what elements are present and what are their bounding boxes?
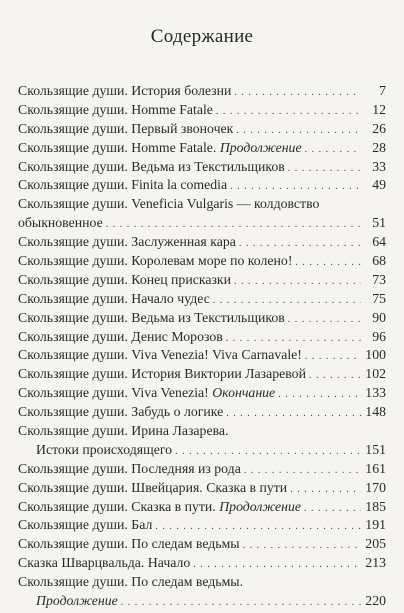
toc-entry-title bbox=[18, 82, 231, 101]
toc-entry bbox=[18, 460, 386, 479]
toc-entry bbox=[18, 101, 386, 120]
dot-leader bbox=[304, 500, 361, 519]
toc-entry-text: Скользящие души. Денис Морозов bbox=[18, 328, 223, 344]
toc-entry bbox=[18, 120, 386, 139]
toc-entry bbox=[18, 290, 386, 309]
toc-entry-line bbox=[18, 233, 386, 252]
toc-entry bbox=[18, 233, 386, 252]
toc-entry-title-line1: Скользящие души. Veneficia Vulgaris — колдовство bbox=[18, 196, 320, 212]
toc-entry-text: Скользящие души. Viva Venezia! Viva Carnavale! bbox=[18, 347, 302, 363]
toc-entry bbox=[18, 554, 386, 573]
toc-entry-line bbox=[18, 403, 386, 422]
toc-entry-line bbox=[18, 592, 386, 611]
toc-entry-title bbox=[18, 214, 103, 233]
toc-entry-line bbox=[18, 120, 386, 139]
toc-entry-line bbox=[18, 101, 386, 120]
toc-entry-text: Истоки происходящего bbox=[36, 441, 173, 457]
toc-entry-line bbox=[18, 460, 386, 479]
toc-entry-italic-text: Продолжение bbox=[219, 498, 301, 514]
toc-entry-title bbox=[18, 233, 236, 252]
page-number: 185 bbox=[365, 498, 386, 514]
toc-entry bbox=[18, 403, 386, 422]
dot-leader bbox=[121, 594, 361, 613]
page-number: 220 bbox=[365, 593, 386, 609]
toc-entry-text: Скользящие души. Ведьма из Текстильщиков bbox=[18, 158, 285, 174]
toc-entry bbox=[18, 195, 386, 233]
toc-entry-title bbox=[18, 290, 210, 309]
toc-entry-line bbox=[18, 346, 386, 365]
page-number: 90 bbox=[372, 309, 386, 325]
toc-entry bbox=[18, 176, 386, 195]
toc-entry-text: Скользящие души. Homme Fatale bbox=[18, 101, 213, 117]
toc-entry-title bbox=[18, 309, 285, 328]
toc-entry-title-line1: Скользящие души. По следам ведьмы. bbox=[18, 574, 244, 590]
toc-entry-text: Скользящие души. По следам ведьмы bbox=[18, 536, 240, 552]
toc-entry-text: Скользящие души. Бал bbox=[18, 517, 153, 533]
toc-entry-title bbox=[18, 365, 306, 384]
toc-entry-line bbox=[18, 554, 386, 573]
page-number: 73 bbox=[372, 271, 386, 287]
page-number: 133 bbox=[365, 385, 386, 401]
toc-entry-title bbox=[18, 346, 302, 365]
toc-entry-text: Скользящие души. Швейцария. Сказка в пути bbox=[18, 479, 288, 495]
toc-entry bbox=[18, 139, 386, 158]
toc-entry bbox=[18, 252, 386, 271]
dot-leader bbox=[305, 141, 361, 160]
page-number: 75 bbox=[372, 290, 386, 306]
toc-entry-title bbox=[18, 498, 301, 517]
toc-entry-title bbox=[18, 176, 227, 195]
toc-entry-title bbox=[18, 554, 190, 573]
page-number: 205 bbox=[365, 536, 386, 552]
toc-entry-title bbox=[18, 516, 152, 535]
toc-entry-text: Скользящие души. Конец присказки bbox=[18, 271, 231, 287]
toc-entry bbox=[18, 479, 386, 498]
page-number: 12 bbox=[372, 101, 386, 117]
toc-entry-title bbox=[18, 158, 285, 177]
page-number: 7 bbox=[379, 83, 386, 98]
table-of-contents bbox=[18, 82, 386, 611]
toc-entry-line bbox=[18, 82, 386, 101]
dot-leader bbox=[278, 386, 361, 405]
dot-leader bbox=[226, 405, 361, 424]
page-number: 33 bbox=[372, 158, 386, 174]
toc-entry-text: Скользящие души. Viva Venezia! bbox=[18, 385, 213, 401]
page-number: 68 bbox=[372, 253, 386, 269]
page-number: 49 bbox=[372, 177, 386, 193]
toc-entry-line bbox=[18, 498, 386, 517]
dot-leader bbox=[243, 537, 361, 556]
toc-entry-line bbox=[18, 309, 386, 328]
toc-entry-text: Скользящие души. Последняя из рода bbox=[18, 460, 241, 476]
toc-entry-text: Скользящие души. История Виктории Лазаревой bbox=[18, 366, 306, 382]
page-number: 26 bbox=[372, 120, 386, 136]
dot-leader bbox=[288, 160, 361, 179]
toc-entry-title bbox=[18, 460, 241, 479]
page-number: 191 bbox=[365, 517, 386, 533]
dot-leader bbox=[216, 103, 361, 122]
page-number: 151 bbox=[365, 441, 386, 457]
toc-entry-text: Скользящие души. Заслуженная кара bbox=[18, 234, 236, 250]
toc-entry-line bbox=[18, 252, 386, 271]
page-number: 96 bbox=[372, 328, 386, 344]
toc-entry-text: Скользящие души. Начало чудес bbox=[18, 290, 210, 306]
toc-entry-title-line1: Скользящие души. Ирина Лазарева. bbox=[18, 423, 229, 439]
toc-entry-line bbox=[18, 214, 386, 233]
dot-leader bbox=[234, 84, 361, 103]
toc-entry-line bbox=[18, 139, 386, 158]
toc-entry-line bbox=[18, 479, 386, 498]
toc-entry-title bbox=[18, 252, 292, 271]
toc-entry-text: Скользящие души. Первый звоночек bbox=[18, 120, 234, 136]
toc-entry-italic-text: Продолжение bbox=[36, 593, 118, 609]
toc-entry-title bbox=[18, 384, 275, 403]
toc-entry bbox=[18, 309, 386, 328]
toc-entry-line bbox=[18, 290, 386, 309]
dot-leader bbox=[309, 367, 361, 386]
page-number: 213 bbox=[365, 555, 386, 571]
page-number: 100 bbox=[365, 347, 386, 363]
toc-entry-line bbox=[18, 271, 386, 290]
toc-entry bbox=[18, 365, 386, 384]
toc-entry bbox=[18, 82, 386, 101]
toc-entry-line bbox=[18, 176, 386, 195]
dot-leader bbox=[234, 273, 361, 292]
page-number: 148 bbox=[365, 404, 386, 420]
toc-entry-text: Скользящие души. Забудь о логике bbox=[18, 404, 224, 420]
dot-leader bbox=[288, 311, 361, 330]
toc-entry bbox=[18, 516, 386, 535]
toc-entry-text: Скользящие души. Сказка в пути. bbox=[18, 498, 220, 514]
toc-entry-title bbox=[18, 328, 223, 347]
toc-entry-line bbox=[18, 158, 386, 177]
toc-entry-text: Скользящие души. Ведьма из Текстильщиков bbox=[18, 309, 285, 325]
toc-entry-line bbox=[18, 535, 386, 554]
toc-entry-text: Сказка Шварцвальда. Начало bbox=[18, 555, 191, 571]
toc-entry-line bbox=[18, 516, 386, 535]
toc-entry-text: Скользящие души. Homme Fatale. bbox=[18, 139, 220, 155]
dot-leader bbox=[305, 348, 361, 367]
toc-entry-italic-text: Окончание bbox=[212, 385, 276, 401]
toc-entry bbox=[18, 573, 386, 611]
toc-entry-text: обыкновенное bbox=[18, 215, 103, 231]
toc-entry bbox=[18, 158, 386, 177]
toc-entry-text: Скользящие души. Королевам море по колено! bbox=[18, 253, 293, 269]
toc-entry-title bbox=[18, 403, 223, 422]
toc-entry-title bbox=[18, 139, 302, 158]
toc-entry-title bbox=[36, 441, 172, 460]
toc-entry-title bbox=[18, 479, 287, 498]
page-number: 64 bbox=[372, 234, 386, 250]
dot-leader bbox=[295, 254, 361, 273]
toc-entry bbox=[18, 498, 386, 517]
toc-entry-title bbox=[18, 101, 213, 120]
toc-entry-title bbox=[18, 271, 231, 290]
toc-entry-title bbox=[18, 535, 240, 554]
toc-entry-line bbox=[18, 441, 386, 460]
toc-entry-text: Скользящие души. Finita la comedia bbox=[18, 177, 228, 193]
toc-entry-title bbox=[36, 592, 118, 611]
toc-entry bbox=[18, 271, 386, 290]
page-title: Содержание bbox=[150, 26, 254, 47]
page-number: 28 bbox=[372, 139, 386, 155]
page-number: 102 bbox=[365, 366, 386, 382]
toc-entry-italic-text: Продолжение bbox=[219, 139, 302, 155]
page-number: 51 bbox=[372, 215, 386, 231]
toc-entry bbox=[18, 384, 386, 403]
toc-entry bbox=[18, 422, 386, 460]
page-number: 170 bbox=[365, 479, 386, 495]
page-number: 161 bbox=[365, 460, 386, 476]
toc-entry-line bbox=[18, 328, 386, 347]
toc-entry bbox=[18, 346, 386, 365]
toc-entry bbox=[18, 328, 386, 347]
toc-entry-line bbox=[18, 365, 386, 384]
toc-entry-line bbox=[18, 384, 386, 403]
toc-entry-text: Скользящие души. История болезни bbox=[18, 83, 232, 98]
toc-entry-title bbox=[18, 120, 233, 139]
toc-entry bbox=[18, 535, 386, 554]
